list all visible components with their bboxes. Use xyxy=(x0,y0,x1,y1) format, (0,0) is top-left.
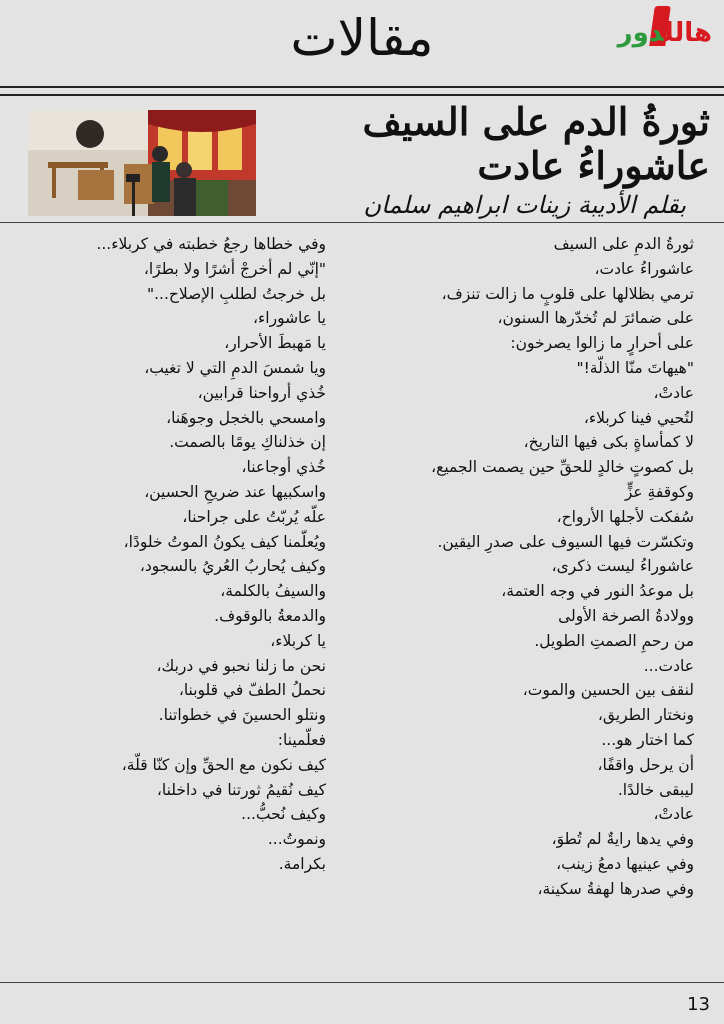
poem-line: وفي يدها رايةٌ لم تُطوَ، xyxy=(551,830,694,849)
poem-line: خُذي أوجاعنا، xyxy=(241,458,326,477)
poem-line: وفي خطاها رجعُ خطبته في كربلاء... xyxy=(96,235,326,253)
poem-line: ترمي بظلالها على قلوبٍ ما زالت تنزف، xyxy=(441,284,694,303)
section-title: مقالات xyxy=(290,9,434,67)
poem-line: وامسحي بالخجل وجوهَنا، xyxy=(166,408,326,427)
poem-line: نحملُ الطفّ في قلوبنا، xyxy=(178,681,326,700)
poem-line: بل موعدُ النور في وجه العتمة، xyxy=(501,582,694,601)
header-rule xyxy=(0,94,724,96)
poem-line: عادت... xyxy=(643,656,694,675)
page-header xyxy=(0,0,724,88)
poem-line: عادتْ، xyxy=(653,383,694,402)
poem-line: بكرامة. xyxy=(278,854,326,873)
poem-line: خُذي أرواحنا قرابين، xyxy=(197,383,326,402)
magazine-logo xyxy=(604,6,714,54)
poem-line: سُفكت لأجلها الأرواح، xyxy=(556,507,694,526)
poem-line: كيف نكون مع الحقِّ وإن كنّا قلّة، xyxy=(121,755,326,774)
article-byline: بقلم الأديبة زينات ابراهيم سلمان xyxy=(363,191,686,219)
poem-line: بل كصوتٍ خالدٍ للحقِّ حين يصمت الجميع، xyxy=(431,458,694,477)
poem-line: وفي صدرها لهفةُ سكينة، xyxy=(537,879,694,898)
poem-line: ثورةُ الدمِ على السيف xyxy=(553,235,694,253)
poem-line: "هيهاتَ منّا الذلّة!" xyxy=(576,358,694,377)
poem-line: وكيف نُحبُّ... xyxy=(241,805,326,824)
header-rule xyxy=(0,86,724,88)
poem-line: وولادةُ الصرخة الأولى xyxy=(558,606,694,625)
poem-line: على ضمائرَ لم تُخدّرها السنون، xyxy=(497,309,694,328)
poem-line: يا كربلاء، xyxy=(270,631,326,650)
poem-line: والدمعةُ بالوقوف. xyxy=(214,606,326,625)
poem-line: أن يرحل واقفًا، xyxy=(597,755,694,774)
article-column-right xyxy=(416,232,694,902)
footer-rule xyxy=(0,982,724,983)
poem-line: على أحرارٍ ما زالوا يصرخون: xyxy=(510,334,694,353)
poem-line: كيف نُقيمُ ثورتنا في داخلنا، xyxy=(156,780,326,799)
logo-text xyxy=(618,18,712,48)
logo-text-green: دور xyxy=(617,18,664,48)
poem-line: وتكسّرت فيها السيوف على صدرِ اليقين. xyxy=(437,532,694,551)
poem-line: لنقف بين الحسين والموت، xyxy=(522,681,694,700)
article-title-block xyxy=(270,100,710,220)
logo-text-red: هالل xyxy=(663,18,712,48)
poem-line: عاشوراءُ ليست ذكرى، xyxy=(551,557,694,576)
poem-line: وفي عينيها دمعُ زينب، xyxy=(556,854,694,873)
poem-line: إن خذلناكِ يومًا بالصمت. xyxy=(169,433,326,452)
poem-line: عاشوراءُ عادت، xyxy=(594,259,694,278)
title-divider xyxy=(0,222,724,223)
page-number: 13 xyxy=(687,994,710,1015)
poem-line: عادتْ، xyxy=(653,805,694,824)
poem-line: لا كمأساةٍ بكى فيها التاريخ، xyxy=(523,433,694,452)
poem-line: علّه يُربّتُ على جراحنا، xyxy=(182,507,326,526)
poem-line: يا عاشوراء، xyxy=(252,309,326,328)
poem-line: ونموتُ... xyxy=(267,830,326,849)
poem-line: نحن ما زلنا نحبو في دربك، xyxy=(156,656,326,675)
poem-line: ونختار الطريق، xyxy=(597,706,694,725)
poem-line: والسيفُ بالكلمة، xyxy=(220,582,326,601)
poem-line: لتُحيي فينا كربلاء، xyxy=(583,408,694,427)
poem-line: يا مَهبطَ الأحرار، xyxy=(224,334,326,353)
poem-line: فعلّمينا: xyxy=(277,730,326,749)
poem-line: من رحمِ الصمتِ الطويل. xyxy=(534,631,694,650)
photo-image-icon xyxy=(28,110,256,216)
article-photo xyxy=(28,110,256,216)
poem-line: ويُعلّمنا كيف يكونُ الموتُ خلودًا، xyxy=(123,532,326,551)
poem-line: "إنّي لم أخرجْ أشرًا ولا بطرًا، xyxy=(143,259,326,278)
poem-line: ويا شمسَ الدمِ التي لا تغيب، xyxy=(144,358,326,377)
poem-line: وكيف يُحاربُ العُريُ بالسجود، xyxy=(139,557,326,576)
poem-line: واسكبيها عند ضريحِ الحسين، xyxy=(144,482,326,501)
poem-line: كما اختار هو... xyxy=(601,730,694,749)
poem-line: ونتلو الحسينَ في خطواتنا. xyxy=(158,706,326,725)
poem-line: بل خرجتُ لطلبِ الإصلاح..." xyxy=(146,284,326,303)
article-column-left xyxy=(96,232,326,877)
article-title-line2: عاشوراءُ عادت xyxy=(477,143,710,188)
article-title-line1: ثورةُ الدم على السيف xyxy=(362,99,710,144)
poem-line: وكوقفةِ عزٍّ xyxy=(624,482,694,501)
poem-line: ليبقى خالدًا. xyxy=(617,780,694,799)
